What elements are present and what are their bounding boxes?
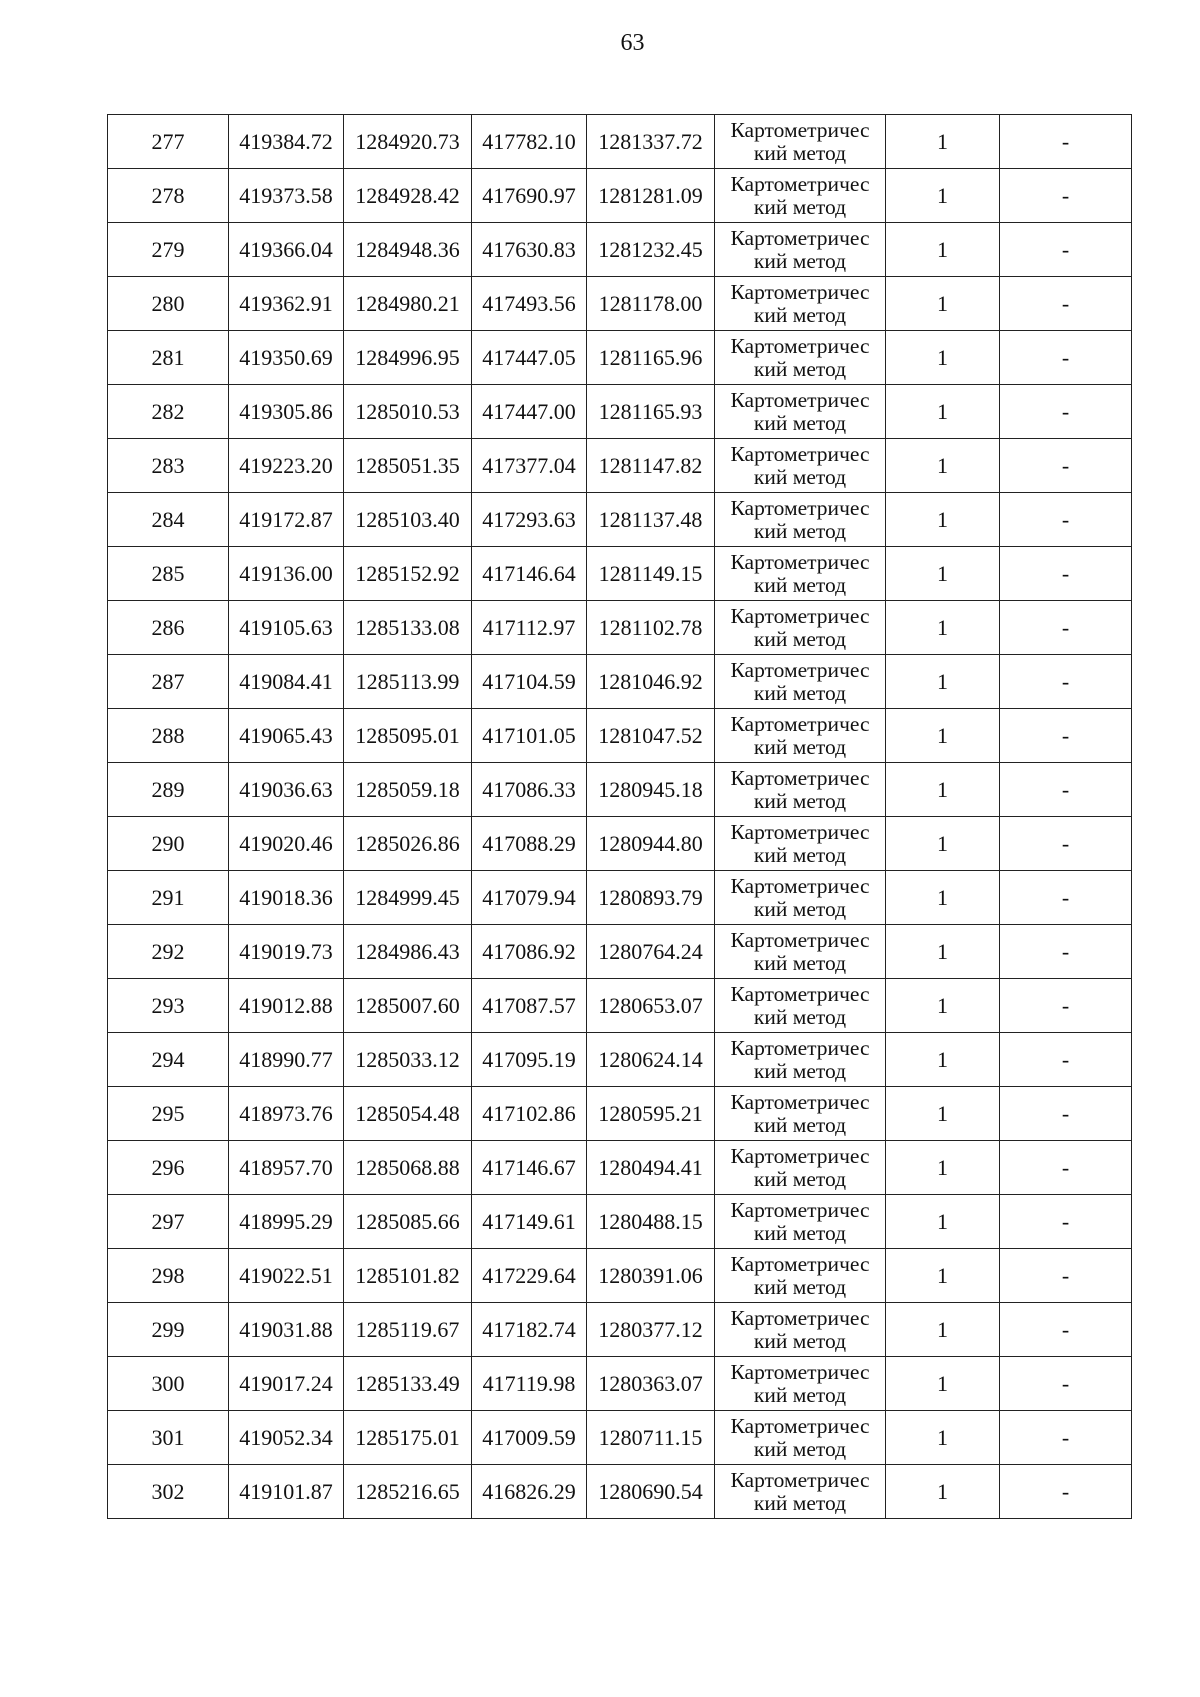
table-row (108, 1033, 1132, 1087)
note-cell: - (1000, 1141, 1132, 1195)
table-row (108, 1303, 1132, 1357)
y-new-cell: 1281046.92 (587, 655, 715, 709)
method-cell: Картометричес кий метод (715, 547, 886, 601)
method-cell: Картометричес кий метод (715, 331, 886, 385)
y-new-cell: 1280944.80 (587, 817, 715, 871)
accuracy-cell: 1 (886, 1195, 1000, 1249)
y-old-cell: 1285059.18 (344, 763, 472, 817)
accuracy-cell: 1 (886, 1087, 1000, 1141)
accuracy-cell: 1 (886, 169, 1000, 223)
note-cell: - (1000, 979, 1132, 1033)
method-cell: Картометричес кий метод (715, 1357, 886, 1411)
y-old-cell: 1285033.12 (344, 1033, 472, 1087)
note-cell: - (1000, 1249, 1132, 1303)
x-old-cell: 419084.41 (229, 655, 344, 709)
x-old-cell: 419020.46 (229, 817, 344, 871)
note-cell: - (1000, 547, 1132, 601)
table-row (108, 709, 1132, 763)
x-new-cell: 417146.64 (472, 547, 587, 601)
accuracy-cell: 1 (886, 1411, 1000, 1465)
point-number-cell: 295 (108, 1087, 229, 1141)
y-old-cell: 1285101.82 (344, 1249, 472, 1303)
x-new-cell: 417690.97 (472, 169, 587, 223)
y-old-cell: 1284999.45 (344, 871, 472, 925)
method-cell: Картометричес кий метод (715, 1087, 886, 1141)
x-new-cell: 417782.10 (472, 115, 587, 169)
note-cell: - (1000, 709, 1132, 763)
point-number-cell: 285 (108, 547, 229, 601)
note-cell: - (1000, 1087, 1132, 1141)
point-number-cell: 288 (108, 709, 229, 763)
x-old-cell: 418995.29 (229, 1195, 344, 1249)
y-new-cell: 1281281.09 (587, 169, 715, 223)
note-cell: - (1000, 439, 1132, 493)
table-row (108, 1357, 1132, 1411)
x-new-cell: 417146.67 (472, 1141, 587, 1195)
note-cell: - (1000, 655, 1132, 709)
method-cell: Картометричес кий метод (715, 1249, 886, 1303)
point-number-cell: 299 (108, 1303, 229, 1357)
y-new-cell: 1280690.54 (587, 1465, 715, 1519)
accuracy-cell: 1 (886, 871, 1000, 925)
x-new-cell: 417009.59 (472, 1411, 587, 1465)
table-row (108, 871, 1132, 925)
x-new-cell: 417086.33 (472, 763, 587, 817)
table-row (108, 1141, 1132, 1195)
y-new-cell: 1280595.21 (587, 1087, 715, 1141)
y-old-cell: 1285007.60 (344, 979, 472, 1033)
note-cell: - (1000, 115, 1132, 169)
y-old-cell: 1285133.49 (344, 1357, 472, 1411)
table-row (108, 547, 1132, 601)
accuracy-cell: 1 (886, 277, 1000, 331)
y-old-cell: 1285175.01 (344, 1411, 472, 1465)
x-old-cell: 419018.36 (229, 871, 344, 925)
accuracy-cell: 1 (886, 115, 1000, 169)
x-new-cell: 417149.61 (472, 1195, 587, 1249)
accuracy-cell: 1 (886, 1033, 1000, 1087)
method-cell: Картометричес кий метод (715, 709, 886, 763)
method-cell: Картометричес кий метод (715, 601, 886, 655)
accuracy-cell: 1 (886, 547, 1000, 601)
x-old-cell: 419362.91 (229, 277, 344, 331)
point-number-cell: 291 (108, 871, 229, 925)
y-old-cell: 1285216.65 (344, 1465, 472, 1519)
y-old-cell: 1285152.92 (344, 547, 472, 601)
y-old-cell: 1285010.53 (344, 385, 472, 439)
point-number-cell: 293 (108, 979, 229, 1033)
y-new-cell: 1280488.15 (587, 1195, 715, 1249)
y-old-cell: 1285085.66 (344, 1195, 472, 1249)
x-new-cell: 417293.63 (472, 493, 587, 547)
x-old-cell: 418957.70 (229, 1141, 344, 1195)
table-row (108, 1465, 1132, 1519)
note-cell: - (1000, 1033, 1132, 1087)
x-old-cell: 419019.73 (229, 925, 344, 979)
x-new-cell: 417182.74 (472, 1303, 587, 1357)
x-new-cell: 416826.29 (472, 1465, 587, 1519)
y-new-cell: 1280391.06 (587, 1249, 715, 1303)
x-new-cell: 417630.83 (472, 223, 587, 277)
table-row (108, 925, 1132, 979)
accuracy-cell: 1 (886, 331, 1000, 385)
y-new-cell: 1281137.48 (587, 493, 715, 547)
table-row (108, 763, 1132, 817)
y-new-cell: 1281165.96 (587, 331, 715, 385)
note-cell: - (1000, 1195, 1132, 1249)
point-number-cell: 290 (108, 817, 229, 871)
note-cell: - (1000, 1357, 1132, 1411)
point-number-cell: 282 (108, 385, 229, 439)
accuracy-cell: 1 (886, 223, 1000, 277)
x-old-cell: 418990.77 (229, 1033, 344, 1087)
point-number-cell: 289 (108, 763, 229, 817)
x-old-cell: 419022.51 (229, 1249, 344, 1303)
method-cell: Картометричес кий метод (715, 385, 886, 439)
point-number-cell: 296 (108, 1141, 229, 1195)
note-cell: - (1000, 817, 1132, 871)
note-cell: - (1000, 277, 1132, 331)
accuracy-cell: 1 (886, 709, 1000, 763)
x-new-cell: 417447.00 (472, 385, 587, 439)
point-number-cell: 284 (108, 493, 229, 547)
x-old-cell: 419350.69 (229, 331, 344, 385)
method-cell: Картометричес кий метод (715, 223, 886, 277)
method-cell: Картометричес кий метод (715, 763, 886, 817)
table-row (108, 385, 1132, 439)
accuracy-cell: 1 (886, 655, 1000, 709)
method-cell: Картометричес кий метод (715, 1303, 886, 1357)
x-old-cell: 419101.87 (229, 1465, 344, 1519)
y-new-cell: 1281047.52 (587, 709, 715, 763)
accuracy-cell: 1 (886, 493, 1000, 547)
y-new-cell: 1281102.78 (587, 601, 715, 655)
y-new-cell: 1280653.07 (587, 979, 715, 1033)
x-new-cell: 417086.92 (472, 925, 587, 979)
x-new-cell: 417087.57 (472, 979, 587, 1033)
method-cell: Картометричес кий метод (715, 925, 886, 979)
y-new-cell: 1280377.12 (587, 1303, 715, 1357)
y-old-cell: 1285095.01 (344, 709, 472, 763)
x-old-cell: 419366.04 (229, 223, 344, 277)
point-number-cell: 297 (108, 1195, 229, 1249)
y-new-cell: 1281232.45 (587, 223, 715, 277)
x-old-cell: 419065.43 (229, 709, 344, 763)
x-new-cell: 417102.86 (472, 1087, 587, 1141)
x-old-cell: 419012.88 (229, 979, 344, 1033)
table-row (108, 1195, 1132, 1249)
x-old-cell: 419017.24 (229, 1357, 344, 1411)
x-old-cell: 419172.87 (229, 493, 344, 547)
y-new-cell: 1281178.00 (587, 277, 715, 331)
x-new-cell: 417079.94 (472, 871, 587, 925)
accuracy-cell: 1 (886, 385, 1000, 439)
point-number-cell: 300 (108, 1357, 229, 1411)
x-old-cell: 419105.63 (229, 601, 344, 655)
method-cell: Картометричес кий метод (715, 979, 886, 1033)
method-cell: Картометричес кий метод (715, 871, 886, 925)
note-cell: - (1000, 601, 1132, 655)
method-cell: Картометричес кий метод (715, 655, 886, 709)
y-new-cell: 1280494.41 (587, 1141, 715, 1195)
y-old-cell: 1284986.43 (344, 925, 472, 979)
page-number: 63 (620, 30, 645, 56)
y-new-cell: 1281149.15 (587, 547, 715, 601)
method-cell: Картометричес кий метод (715, 169, 886, 223)
point-number-cell: 281 (108, 331, 229, 385)
y-new-cell: 1280764.24 (587, 925, 715, 979)
coordinates-table (107, 114, 1132, 1519)
method-cell: Картометричес кий метод (715, 493, 886, 547)
x-new-cell: 417447.05 (472, 331, 587, 385)
x-new-cell: 417088.29 (472, 817, 587, 871)
accuracy-cell: 1 (886, 1303, 1000, 1357)
point-number-cell: 278 (108, 169, 229, 223)
y-new-cell: 1280711.15 (587, 1411, 715, 1465)
point-number-cell: 302 (108, 1465, 229, 1519)
point-number-cell: 286 (108, 601, 229, 655)
x-old-cell: 419223.20 (229, 439, 344, 493)
note-cell: - (1000, 493, 1132, 547)
point-number-cell: 301 (108, 1411, 229, 1465)
method-cell: Картометричес кий метод (715, 1465, 886, 1519)
x-old-cell: 419305.86 (229, 385, 344, 439)
y-old-cell: 1284948.36 (344, 223, 472, 277)
x-old-cell: 419036.63 (229, 763, 344, 817)
y-new-cell: 1280624.14 (587, 1033, 715, 1087)
table-row (108, 1087, 1132, 1141)
accuracy-cell: 1 (886, 1141, 1000, 1195)
x-old-cell: 419373.58 (229, 169, 344, 223)
note-cell: - (1000, 925, 1132, 979)
accuracy-cell: 1 (886, 1357, 1000, 1411)
x-old-cell: 419136.00 (229, 547, 344, 601)
note-cell: - (1000, 871, 1132, 925)
note-cell: - (1000, 1303, 1132, 1357)
note-cell: - (1000, 1465, 1132, 1519)
x-new-cell: 417112.97 (472, 601, 587, 655)
note-cell: - (1000, 169, 1132, 223)
method-cell: Картометричес кий метод (715, 1141, 886, 1195)
x-old-cell: 419384.72 (229, 115, 344, 169)
y-old-cell: 1284980.21 (344, 277, 472, 331)
y-new-cell: 1280363.07 (587, 1357, 715, 1411)
method-cell: Картометричес кий метод (715, 439, 886, 493)
x-old-cell: 419031.88 (229, 1303, 344, 1357)
y-old-cell: 1284996.95 (344, 331, 472, 385)
method-cell: Картометричес кий метод (715, 115, 886, 169)
x-new-cell: 417101.05 (472, 709, 587, 763)
table-row (108, 655, 1132, 709)
table-row (108, 223, 1132, 277)
x-new-cell: 417104.59 (472, 655, 587, 709)
x-old-cell: 418973.76 (229, 1087, 344, 1141)
point-number-cell: 277 (108, 115, 229, 169)
x-old-cell: 419052.34 (229, 1411, 344, 1465)
table-row (108, 1249, 1132, 1303)
table-row (108, 277, 1132, 331)
table-body (108, 115, 1132, 1519)
table-row (108, 817, 1132, 871)
accuracy-cell: 1 (886, 817, 1000, 871)
accuracy-cell: 1 (886, 1249, 1000, 1303)
x-new-cell: 417377.04 (472, 439, 587, 493)
y-old-cell: 1285068.88 (344, 1141, 472, 1195)
y-old-cell: 1284920.73 (344, 115, 472, 169)
method-cell: Картометричес кий метод (715, 1195, 886, 1249)
method-cell: Картометричес кий метод (715, 1411, 886, 1465)
y-new-cell: 1281337.72 (587, 115, 715, 169)
point-number-cell: 298 (108, 1249, 229, 1303)
y-old-cell: 1285119.67 (344, 1303, 472, 1357)
accuracy-cell: 1 (886, 979, 1000, 1033)
point-number-cell: 279 (108, 223, 229, 277)
table-row (108, 169, 1132, 223)
method-cell: Картометричес кий метод (715, 817, 886, 871)
table-row (108, 115, 1132, 169)
table-row (108, 439, 1132, 493)
table-row (108, 979, 1132, 1033)
accuracy-cell: 1 (886, 925, 1000, 979)
point-number-cell: 294 (108, 1033, 229, 1087)
y-old-cell: 1285133.08 (344, 601, 472, 655)
note-cell: - (1000, 385, 1132, 439)
y-new-cell: 1280945.18 (587, 763, 715, 817)
point-number-cell: 280 (108, 277, 229, 331)
accuracy-cell: 1 (886, 439, 1000, 493)
y-old-cell: 1285103.40 (344, 493, 472, 547)
y-new-cell: 1281165.93 (587, 385, 715, 439)
table-row (108, 1411, 1132, 1465)
y-old-cell: 1285051.35 (344, 439, 472, 493)
note-cell: - (1000, 763, 1132, 817)
point-number-cell: 292 (108, 925, 229, 979)
x-new-cell: 417493.56 (472, 277, 587, 331)
accuracy-cell: 1 (886, 601, 1000, 655)
method-cell: Картометричес кий метод (715, 1033, 886, 1087)
point-number-cell: 283 (108, 439, 229, 493)
point-number-cell: 287 (108, 655, 229, 709)
y-new-cell: 1280893.79 (587, 871, 715, 925)
y-old-cell: 1285054.48 (344, 1087, 472, 1141)
accuracy-cell: 1 (886, 763, 1000, 817)
method-cell: Картометричес кий метод (715, 277, 886, 331)
y-old-cell: 1284928.42 (344, 169, 472, 223)
table-row (108, 331, 1132, 385)
y-old-cell: 1285113.99 (344, 655, 472, 709)
note-cell: - (1000, 331, 1132, 385)
accuracy-cell: 1 (886, 1465, 1000, 1519)
x-new-cell: 417229.64 (472, 1249, 587, 1303)
table-row (108, 601, 1132, 655)
y-old-cell: 1285026.86 (344, 817, 472, 871)
note-cell: - (1000, 1411, 1132, 1465)
y-new-cell: 1281147.82 (587, 439, 715, 493)
table-row (108, 493, 1132, 547)
x-new-cell: 417095.19 (472, 1033, 587, 1087)
note-cell: - (1000, 223, 1132, 277)
x-new-cell: 417119.98 (472, 1357, 587, 1411)
